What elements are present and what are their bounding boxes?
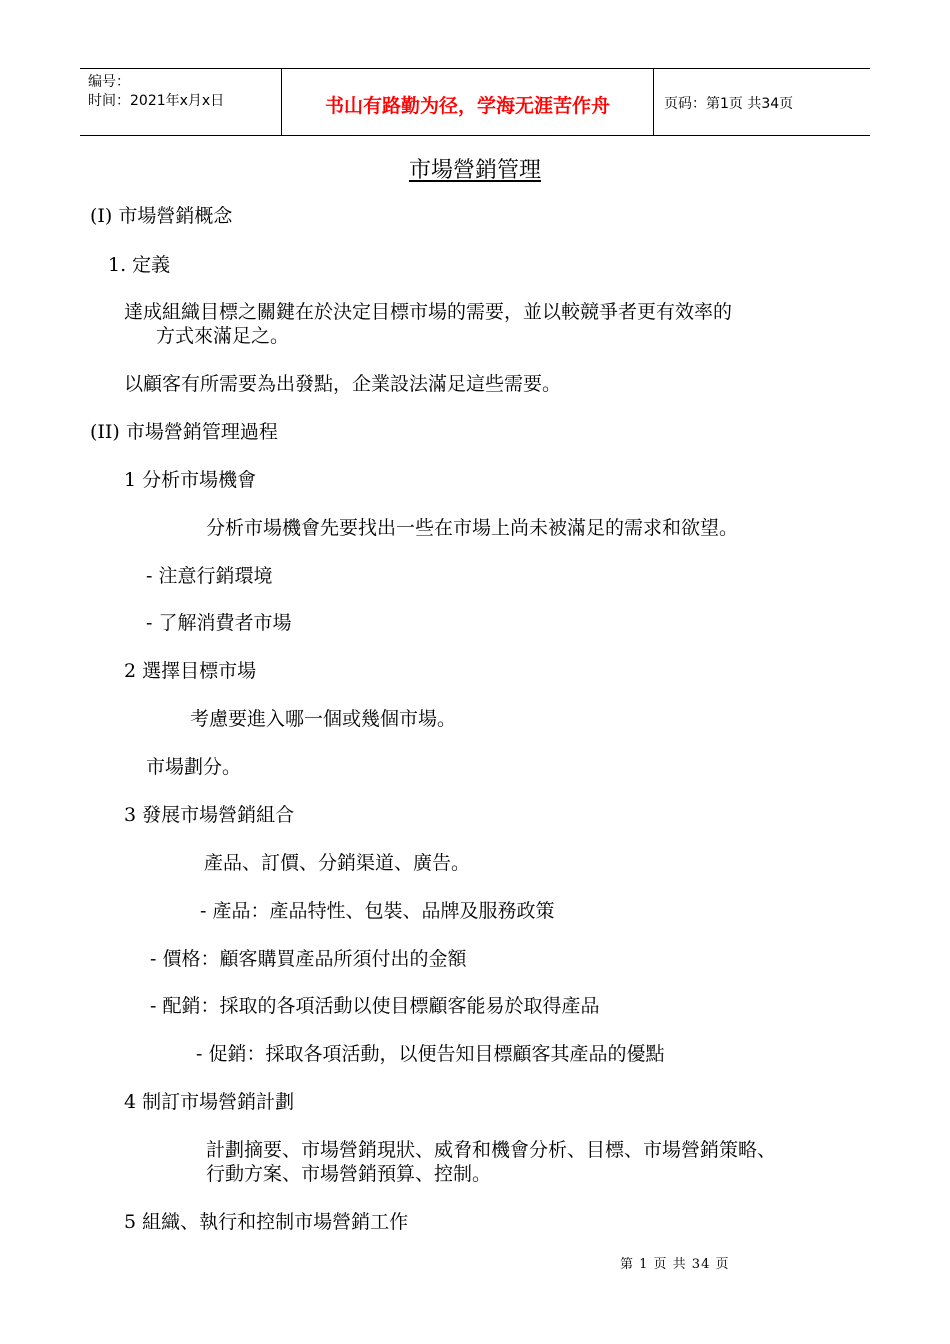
- subsection-heading: 1 分析市場機會: [124, 469, 257, 491]
- page-footer: 第 1 页 共 34 页: [620, 1257, 730, 1272]
- page-header: [80, 68, 870, 136]
- document-title: [0, 153, 950, 184]
- document-title-text: 市場營銷管理: [408, 158, 541, 183]
- subsection-heading: 2 選擇目標市場: [124, 660, 257, 682]
- paragraph-line: 達成組織目標之關鍵在於決定目標市場的需要，並以較競爭者更有效率的: [124, 301, 733, 323]
- paragraph-line: 市場劃分。: [146, 756, 242, 778]
- paragraph-line: 分析市場機會先要找出一些在市場上尚未被滿足的需求和欲望。: [206, 517, 739, 539]
- header-motto: 书山有路勤为径，学海无涯苦作舟: [282, 69, 654, 135]
- list-item: - 注意行銷環境: [146, 565, 273, 587]
- header-number: 编号：: [88, 74, 130, 90]
- list-item: - 了解消費者市場: [146, 612, 292, 634]
- paragraph-line: 考慮要進入哪一個或幾個市場。: [190, 708, 457, 730]
- subsection-heading: 5 組織、執行和控制市場營銷工作: [124, 1211, 409, 1233]
- header-meta: [80, 69, 282, 135]
- subsection-heading: 1. 定義: [108, 254, 171, 276]
- list-item: - 促銷：採取各項活動，以便告知目標顧客其產品的優點: [196, 1043, 665, 1065]
- paragraph-line: 方式來滿足之。: [156, 325, 290, 347]
- header-page-info: 页码：第1页 共34页: [664, 96, 794, 112]
- paragraph-line: 計劃摘要、市場營銷現狀、威脅和機會分析、目標、市場營銷策略、: [206, 1139, 777, 1161]
- subsection-heading: 4 制訂市場營銷計劃: [124, 1091, 295, 1113]
- paragraph-line: 產品、訂價、分銷渠道、廣告。: [204, 852, 471, 874]
- list-item: - 價格：顧客購買產品所須付出的金額: [150, 948, 467, 970]
- paragraph-line: 行動方案、市場營銷預算、控制。: [206, 1163, 492, 1185]
- paragraph-line: 以顧客有所需要為出發點，企業設法滿足這些需要。: [124, 373, 562, 395]
- section-heading: (II) 市場營銷管理過程: [90, 421, 278, 443]
- list-item: - 配銷：採取的各項活動以使目標顧客能易於取得產品: [150, 995, 600, 1017]
- section-heading: (I) 市場營銷概念: [90, 205, 233, 227]
- subsection-heading: 3 發展市場營銷組合: [124, 804, 295, 826]
- list-item: - 產品：產品特性、包裝、品牌及服務政策: [200, 900, 555, 922]
- header-time: 时间：2021年x月x日: [88, 93, 225, 109]
